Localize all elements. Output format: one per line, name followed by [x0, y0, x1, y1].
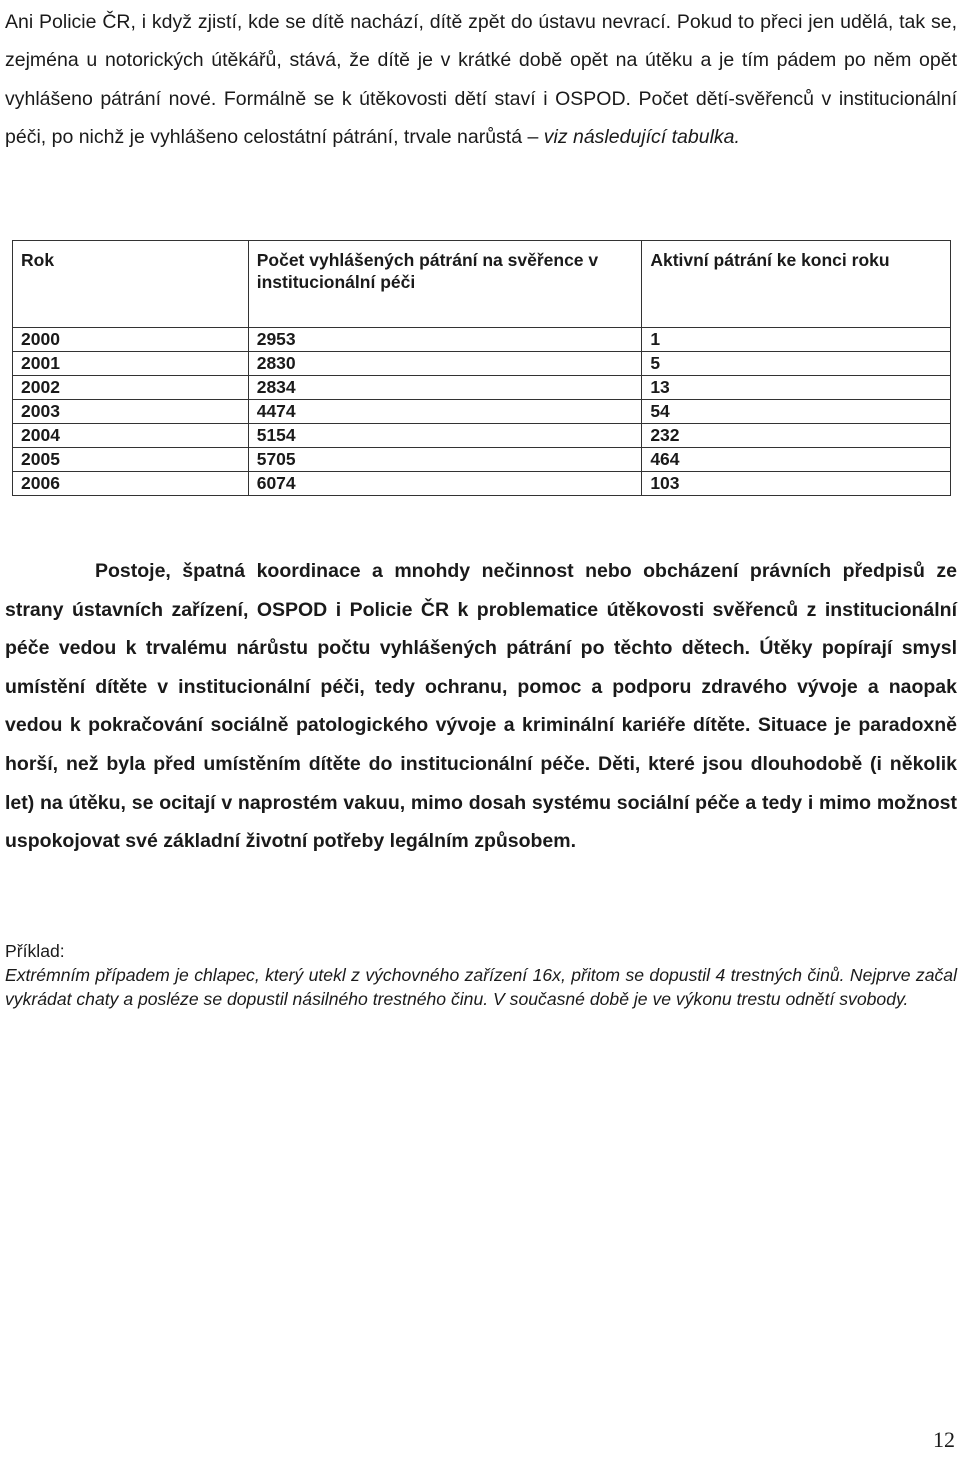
table-row: [13, 376, 951, 400]
cell-declared: 6074: [248, 472, 642, 496]
cell-year: 2000: [13, 328, 249, 352]
cell-declared: 4474: [248, 400, 642, 424]
intro-text: Ani Policie ČR, i když zjistí, kde se dítě nachází, dítě zpět do ústavu nevrací. Pokud to přeci jen udělá, tak se, zejména u notorických útěkářů, stává, že dítě je v krátké době opět na útěku a je tím pádem po něm opět vyhlášeno pátrání nové. Formálně se k útěkovosti dětí staví i OSPOD. Počet dětí-svěřenců v institucionální péči, po nichž je vyhlášeno celostátní pátrání, trvale narůstá –: [5, 11, 957, 149]
table-row: [13, 328, 951, 352]
cell-declared: 5154: [248, 424, 642, 448]
table-row: [13, 400, 951, 424]
cell-active: 13: [642, 376, 951, 400]
search-statistics-table: [12, 240, 951, 496]
table-row: [13, 448, 951, 472]
cell-active: 103: [642, 472, 951, 496]
table-row: [13, 352, 951, 376]
cell-declared: 2953: [248, 328, 642, 352]
header-active-searches: Aktivní pátrání ke konci roku: [642, 241, 951, 328]
cell-year: 2002: [13, 376, 249, 400]
cell-active: 464: [642, 448, 951, 472]
cell-year: 2004: [13, 424, 249, 448]
header-declared-searches: Počet vyhlášených pátrání na svěřence v institucionální péči: [248, 241, 642, 328]
header-year: Rok: [13, 241, 249, 328]
conclusion-paragraph: Postoje, špatná koordinace a mnohdy nečinnost nebo obcházení právních předpisů ze strany ústavních zařízení, OSPOD i Policie ČR k problematice útěkovosti svěřenců z institucionální péče vedou k trvalému nárůstu počtu vyhlášených pátrání po těchto dětech. Útěky popírají smysl umístění dítěte v institucionální péči, tedy ochranu, pomoc a podporu zdravého vývoje a naopak vedou k pokračování sociálně patologického vývoje a kriminální kariéře dítěte. Situace je paradoxně horší, než byla před umístěním dítěte do institucionální péče. Děti, které jsou dlouhodobě (i několik let) na útěku, se ocitají v naprostém vakuu, mimo dosah systému sociální péče a tedy i mimo možnost uspokojovat své základní životní potřeby legálním způsobem.: [5, 560, 957, 853]
page-number: 12: [933, 1427, 955, 1452]
cell-year: 2003: [13, 400, 249, 424]
cell-declared: 2834: [248, 376, 642, 400]
cell-year: 2005: [13, 448, 249, 472]
example-block: [5, 939, 957, 1011]
table-row: [13, 424, 951, 448]
intro-paragraph: [5, 3, 957, 157]
cell-active: 5: [642, 352, 951, 376]
table-header-row: [13, 241, 951, 328]
example-text: Extrémním případem je chlapec, který utekl z výchovného zařízení 16x, přitom se dopustil 4 trestných činů. Nejprve začal vykrádat chaty a posléze se dopustil násilného trestného činu. V současné době je ve výkonu trestu odnětí svobody.: [5, 965, 957, 1009]
cell-declared: 5705: [248, 448, 642, 472]
cell-year: 2006: [13, 472, 249, 496]
cell-year: 2001: [13, 352, 249, 376]
cell-declared: 2830: [248, 352, 642, 376]
cell-active: 1: [642, 328, 951, 352]
cell-active: 232: [642, 424, 951, 448]
table-row: [13, 472, 951, 496]
table-reference: viz následující tabulka.: [543, 126, 740, 149]
example-label: Příklad:: [5, 941, 65, 961]
cell-active: 54: [642, 400, 951, 424]
